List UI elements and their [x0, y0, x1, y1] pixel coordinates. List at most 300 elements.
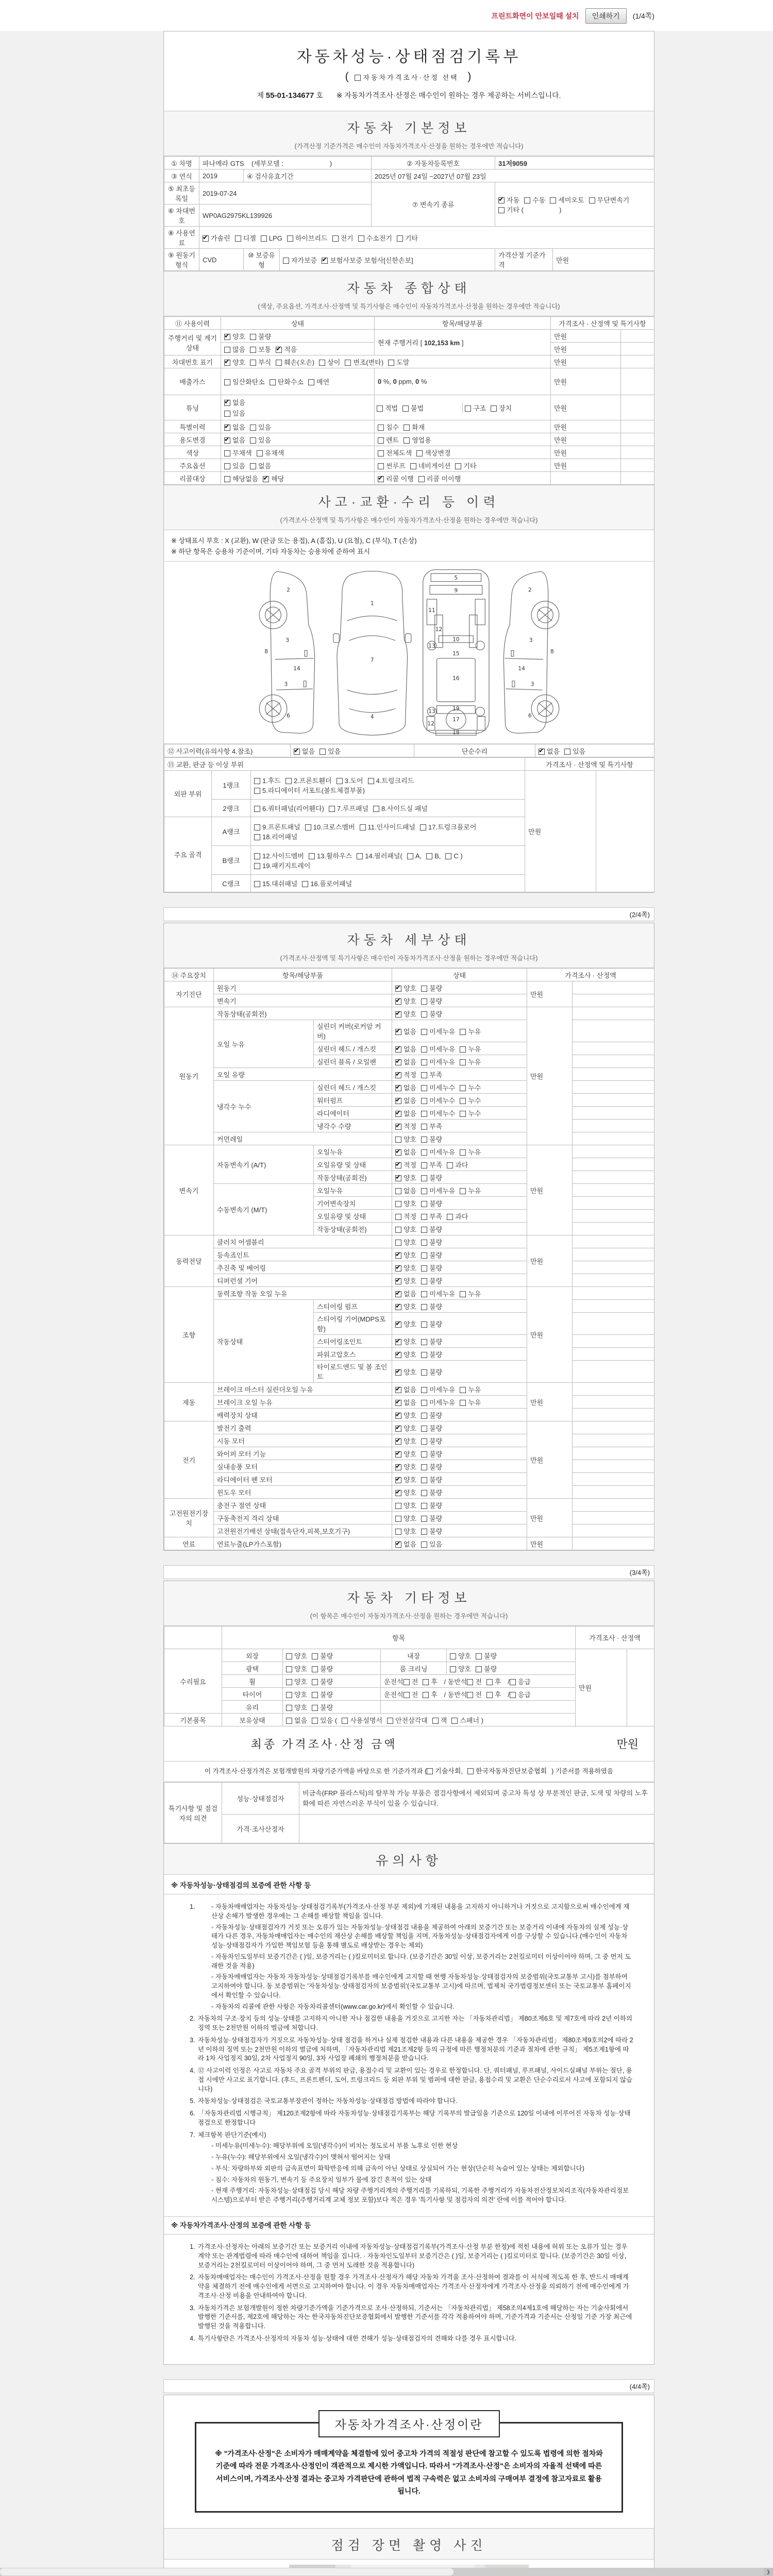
- checkbox: [510, 1679, 516, 1685]
- checkbox-label: 불법: [411, 404, 424, 412]
- checkbox-label: 불량: [320, 1703, 333, 1711]
- state-options: [392, 1042, 527, 1055]
- checkbox-label: 후: [494, 1690, 501, 1699]
- device-label: 동력전달: [164, 1235, 214, 1287]
- diagram-part-number: 4: [370, 714, 374, 720]
- note-cell: [573, 1248, 654, 1261]
- device-label: 변속기: [164, 1145, 214, 1235]
- checkbox-label: 없음: [232, 423, 246, 431]
- warranty-options: [280, 249, 495, 271]
- checkbox-option: [395, 1134, 416, 1144]
- checkbox-option: [395, 1147, 416, 1157]
- checkbox: [312, 1705, 318, 1711]
- checkbox: [254, 824, 260, 831]
- checkbox-label: 불량: [429, 1368, 443, 1376]
- checkbox-label: 양호: [404, 1424, 417, 1432]
- checkbox-option: [286, 1715, 307, 1725]
- checkbox: [387, 1718, 393, 1724]
- checkbox: [286, 1692, 292, 1698]
- checkbox-option: [465, 403, 486, 413]
- checkbox-label: 불량: [429, 1463, 443, 1471]
- note-cell: [573, 1261, 654, 1274]
- diagram-part-number: 1: [370, 600, 374, 607]
- checkbox: [357, 853, 363, 859]
- checkbox-option: [476, 1664, 497, 1673]
- valuation-box: [195, 2417, 623, 2513]
- note-item: 3. 자동차가격은 보험개발원이 정한 차량기준가액을 기준가격으로 조사·산정하되, 기준서는 「자동차관리법」 제58조의4제1호에 해당하는 자는 기술사회에서 발행한 기준서를, 제2호에 해당하는 자는 한국자동차진단보증협회에서 발행한 기준서를 각각 적용하여야 하며, 기준가격과 기준서는 산정일 기준 가장 최근에 발행된 것을 적용합니다.: [197, 2304, 633, 2331]
- tuning-type-options: [462, 402, 550, 413]
- checkbox-label: 누수: [468, 1109, 481, 1117]
- checkbox-label: 없음: [404, 1083, 417, 1092]
- checkbox-label: 양호: [294, 1665, 308, 1673]
- scroll-right-icon[interactable]: ❯: [764, 2568, 773, 2576]
- checkbox-option: [510, 1676, 531, 1686]
- use-history-header: ⑪ 사용이력: [164, 317, 221, 330]
- checkbox-label: 미세누유: [429, 1398, 456, 1406]
- checkbox-option: [421, 1423, 442, 1433]
- state-options: [392, 1473, 527, 1486]
- checkbox-label: 부족: [429, 1212, 443, 1221]
- checkbox-label: 기타: [463, 462, 477, 470]
- checkbox-option: [467, 1676, 482, 1686]
- checkbox-option: [388, 357, 409, 367]
- checkbox-label: 양호: [232, 358, 246, 366]
- checkbox-label: 있음: [258, 423, 272, 431]
- tuning-kind-cell: [375, 395, 551, 420]
- legend-line-2: ※ 하단 항목은 승용차 기준이며, 기타 자동차는 승용차에 준하여 표시: [171, 548, 371, 555]
- price-unit: 만원: [551, 459, 621, 472]
- checkbox-option: [395, 1500, 416, 1510]
- usage-kind-options: [375, 433, 551, 446]
- state-options: [392, 1107, 527, 1120]
- diagram-part-number: 13: [428, 642, 435, 649]
- checkbox-label: 불량: [429, 1199, 443, 1208]
- diagram-part-number: 5: [454, 574, 458, 581]
- checkbox-option: [395, 1436, 416, 1446]
- item-label: 오일 누유: [214, 1020, 314, 1068]
- state-options: [392, 1512, 527, 1524]
- checkbox: [460, 1111, 466, 1117]
- checkbox-label: 도말: [396, 358, 410, 366]
- note-cell: [573, 1068, 654, 1081]
- print-button[interactable]: 인쇄하기: [585, 8, 627, 24]
- tire-position-options: 운전석 전 후 / 동반석 전 후 / 응급: [381, 1688, 576, 1701]
- checkbox-option: [395, 1070, 416, 1079]
- checkbox-label: 11.인사이드패널: [367, 823, 415, 831]
- note-cell: [573, 1184, 654, 1197]
- interior-options: [447, 1649, 576, 1662]
- checkbox: [421, 1029, 427, 1035]
- device-label: 연료: [164, 1537, 214, 1550]
- rankC-options: [251, 875, 525, 892]
- checkbox-label: 전: [475, 1677, 482, 1686]
- note-cell: [621, 459, 654, 472]
- checkbox: [250, 463, 256, 469]
- checkbox-label: 미세누유: [429, 1058, 456, 1066]
- checkbox-label: 불량: [320, 1677, 333, 1686]
- base-price-unit: 만원: [553, 249, 654, 271]
- checkbox-label: 양호: [404, 1527, 417, 1535]
- checkbox-option: [332, 233, 354, 243]
- checkbox-label: 무단변속기: [597, 196, 630, 204]
- checkbox-option: [395, 1250, 416, 1260]
- checkbox-option: [312, 1651, 333, 1660]
- checkbox-option: [447, 1160, 468, 1170]
- checkbox-option: [421, 1057, 455, 1066]
- note-cell: [621, 330, 654, 343]
- checkbox: [395, 1339, 401, 1345]
- checkbox: [421, 1339, 427, 1345]
- diagram-part-number: 13: [428, 708, 435, 715]
- checkbox-label: 누수: [468, 1096, 481, 1105]
- basic-info-note: (가격산정 기준가격은 매수인이 자동차가격조사·산정을 원하는 경우에만 적습니다): [294, 143, 524, 150]
- tire-label: 타이어: [222, 1688, 283, 1701]
- diagram-part-number: 14: [293, 665, 300, 672]
- checkbox: [322, 258, 328, 264]
- checkbox: [345, 360, 351, 366]
- checkbox-label: 누유: [468, 1058, 481, 1066]
- checkbox-option: [432, 1715, 447, 1725]
- checkbox-option: [312, 1715, 337, 1725]
- note-cell: [551, 472, 621, 485]
- checkbox-option: [395, 1009, 416, 1019]
- diagram-part-number: 2: [286, 587, 290, 594]
- subitem-label: 스티어링 펌프: [314, 1300, 392, 1313]
- checkbox-label: 없음: [404, 1540, 417, 1548]
- note-cell: [573, 1383, 654, 1396]
- checkbox-label: 안전삼각대: [395, 1716, 428, 1724]
- checkbox-label: 미세누유: [429, 1385, 456, 1394]
- checkbox-option: [378, 461, 406, 470]
- note-cell: [573, 1447, 654, 1460]
- exchange-label: ⑬ 교환, 판금 등 이상 부위: [164, 758, 525, 771]
- note-item: 6. 「자동차관리법 시행규칙」 제120조제2항에 따라 자동차성능·상태점검기록부는 해당 기록부의 발급일을 기준으로 120일 이내에 이루어진 자동차 성능·상태점검으로 한정합니다: [197, 2109, 633, 2128]
- checkbox: [395, 1137, 401, 1143]
- checkbox-option: [254, 860, 310, 870]
- checkbox-option: [302, 878, 352, 888]
- checkbox-option: [395, 1289, 416, 1298]
- state-options: [392, 1171, 527, 1184]
- checkbox: [224, 450, 230, 456]
- checkbox-label: 없음: [404, 1290, 417, 1298]
- state-options: [392, 1184, 527, 1197]
- subitem-label: 오일누유: [314, 1184, 392, 1197]
- state-options: [392, 994, 527, 1007]
- checkbox-label: 세미오토: [558, 196, 584, 204]
- rank2-label: 2랭크: [212, 800, 251, 817]
- checkbox: [421, 1214, 427, 1220]
- note-cell: [621, 355, 654, 368]
- checkbox: [421, 1252, 427, 1259]
- install-hint-text[interactable]: 프린트화면이 안보일때 설치: [491, 12, 579, 20]
- final-price-unit: 만원: [616, 1738, 638, 1751]
- checkbox-label: 가솔린: [211, 234, 230, 242]
- checkbox-label: 6.쿼터패널(리어휀다): [262, 805, 324, 812]
- checkbox-option: [410, 461, 451, 470]
- note-cell: [573, 981, 654, 994]
- checkbox-option: [589, 195, 630, 205]
- state-options: [392, 1274, 527, 1287]
- state-options: [392, 1409, 527, 1421]
- state-options: [392, 1335, 527, 1348]
- checkbox-option: [498, 205, 524, 214]
- diagram-part-number: 3: [284, 681, 288, 688]
- notes-a-title: ※ 자동차성능·상태점검의 보증에 관한 사항 등: [164, 1877, 654, 1894]
- checkbox-option: [395, 1336, 416, 1346]
- checkbox-label: 미세누유: [429, 1148, 456, 1156]
- note-bullet: ◦ 자동차매매업자는 자동차 자동차성능·상태점검기록부를 매수인에게 고지할 때 현행 자동차성능·상태점검자의 보증범위(국토교통부 고시)를 첨부하여 고지하여야 합니다. 동 보증범위는 '자동차성능·상태점검자의 보증범위'(국토교통부 고시)에 따르며, 법제처 국가법령정보센터 또는 국토교통부 홈페이지에서 확인할 수 있습니다.: [211, 1973, 633, 2000]
- checkbox-label: 양호: [404, 1514, 417, 1522]
- checkbox: [402, 405, 409, 412]
- checkbox: [421, 1490, 427, 1496]
- checkbox-label: 양호: [404, 1463, 417, 1471]
- subitem-label: 파워고압호스: [314, 1348, 392, 1361]
- checkbox-label: 8.사이드실 패널: [381, 805, 428, 812]
- note-cell: [573, 1132, 654, 1145]
- checkbox: [254, 834, 260, 840]
- checkbox-label: 불량: [429, 1488, 443, 1497]
- checkbox-option: [294, 746, 315, 756]
- checkbox: [460, 1029, 466, 1035]
- checkbox-label: 있음: [232, 462, 246, 470]
- note-cell: [573, 1460, 654, 1473]
- checkbox-option: [460, 1057, 481, 1066]
- item-label: 동력조향 작동 오일 누유: [214, 1287, 392, 1300]
- checkbox-option: [395, 1367, 416, 1377]
- checkbox-label: 미세누유: [429, 1290, 456, 1298]
- checkbox: [421, 1451, 427, 1458]
- checkbox-label: 18.리어패널: [262, 833, 298, 841]
- checkbox: [421, 1011, 427, 1018]
- checkbox-option: [423, 1676, 438, 1686]
- note-cell: [573, 1348, 654, 1361]
- checkbox-label: 기술사회,: [435, 1767, 463, 1775]
- state-options: [392, 1313, 527, 1335]
- wheel-position-options: 운전석 전 후 / 동반석 전 후 / 응급: [381, 1675, 576, 1688]
- detail-note: (가격조사·산정액 및 특기사항은 매수인이 자동차가격조사·산정을 원하는 경우에만 적습니다): [280, 955, 538, 962]
- checkbox: [224, 334, 230, 340]
- accident-history-label: ⑫ 사고이력(유의사항 4.참조): [164, 744, 291, 757]
- scrollbar-thumb[interactable]: [0, 2568, 453, 2575]
- checkbox: [373, 806, 379, 812]
- exchange-note-cell: [596, 771, 654, 892]
- device-label: 제동: [164, 1383, 214, 1421]
- tuning-options: [221, 395, 375, 420]
- item-label: 커먼레일: [214, 1132, 392, 1145]
- checkbox-option: [421, 1319, 442, 1329]
- checkbox-option: [421, 1026, 455, 1036]
- checkbox-option: [460, 1095, 481, 1105]
- checkbox-label: 불량: [429, 1302, 443, 1311]
- accident-header: [164, 485, 654, 530]
- reg-no-value: 31저9059: [495, 157, 654, 170]
- checkbox: [450, 1666, 456, 1672]
- checkbox: [421, 1516, 427, 1522]
- etc-corner-cell: [164, 1626, 222, 1649]
- checkbox: [250, 334, 256, 340]
- car-name-label: ① 차명: [164, 157, 199, 170]
- device-header: ⑭ 주요장치: [164, 969, 214, 981]
- checkbox-label: 있음: [328, 747, 341, 755]
- checkbox: [378, 450, 384, 456]
- final-price-row: [164, 1726, 654, 1761]
- checkbox-label: 양호: [404, 1199, 417, 1208]
- note-item: 7. 체크항목 판단기준(예시) ◦ 미세누유(미세누수): 해당부위에 오일(냉각수)이 비치는 정도로서 부품 노후로 인한 현상 ◦ 누유(누수): 해당부위에서 오일(냉각수)이 맺혀서 떨어지는 상태 ◦ 부식: 차량하부와 외판의 금속표면이 화학반응에 의해 금속이 아닌 상태로 상실되어 가는 현상(단순히 녹슬어 있는 상태는 제외합니다) ◦ 침수: 자동차의 원동기, 변속기 등 주요장치 일부가 물에 잠긴 흔적이 있는 상태 ◦ 현재 주행거리: 자동차성능·상태점검 당시 해당 차량 주행거리계의 주행거리를 기록하되, 기록한 주행거리가 자동차전산정보처리조직(자동차관리정보시스템)으로부터 받은 주행거리(주행거리계 교체 정보 포함)보다 적은 경우 '특기사항 및 점검자의 의견' 란에 이를 적어야 합니다.: [197, 2131, 633, 2205]
- checkbox-label: 전: [411, 1690, 418, 1699]
- diagram-part-number: 6: [286, 713, 290, 719]
- checkbox: [460, 1188, 466, 1194]
- checkbox-label: 무채색: [232, 449, 252, 457]
- checkbox-label: 영업용: [412, 436, 431, 444]
- checkbox-label: 누유: [468, 1385, 481, 1394]
- rank1-label: 1랭크: [212, 771, 251, 800]
- checkbox-label: 없음: [404, 1398, 417, 1406]
- checkbox: [355, 75, 361, 81]
- checkbox: [421, 1352, 427, 1358]
- checkbox: [395, 986, 401, 992]
- checkbox-option: [395, 1397, 416, 1407]
- checkbox: [395, 1438, 401, 1445]
- checkbox-label: 후: [494, 1677, 501, 1686]
- subitem-label: 실린더 헤드 / 개스킷: [314, 1042, 392, 1055]
- checkbox-label: 없음: [232, 436, 246, 444]
- hold-state-options: [283, 1714, 576, 1726]
- checkbox: [305, 824, 311, 831]
- checkbox-label: 불량: [429, 997, 443, 1005]
- checkbox-label: 양호: [404, 1135, 417, 1143]
- checkbox-option: [404, 422, 425, 432]
- checkbox-option: [404, 435, 431, 445]
- item-label: 실내송풍 모터: [214, 1460, 392, 1473]
- note-cell: [573, 1158, 654, 1171]
- checkbox-label: 없음: [404, 1096, 417, 1105]
- checkbox-option: [250, 435, 271, 445]
- checkbox: [447, 1214, 453, 1220]
- checkbox-option: [421, 1276, 442, 1285]
- item-label: 등속죠인트: [214, 1248, 392, 1261]
- checkbox: [395, 1188, 401, 1194]
- etc-note-cell: [627, 1649, 654, 1726]
- item-label: 원동기: [214, 981, 392, 994]
- checkbox-label: 응급: [517, 1677, 531, 1686]
- diagram-part-number: 16: [452, 675, 460, 682]
- checkbox: [329, 806, 335, 812]
- checkbox-option: [421, 983, 442, 993]
- checkbox-option: [402, 403, 424, 413]
- checkbox-option: [250, 461, 271, 470]
- checkbox-option: [270, 377, 304, 386]
- checkbox-label: 불량: [429, 1450, 443, 1458]
- price-unit: 만원: [551, 368, 621, 395]
- checkbox: [421, 1072, 427, 1078]
- checkbox: [524, 197, 530, 204]
- checkbox-option: [395, 1160, 416, 1170]
- detail-title: 자동차 세부상태: [347, 933, 471, 947]
- checkbox-option: [450, 1651, 471, 1660]
- checkbox-option: [421, 1095, 455, 1105]
- checkbox-option: [395, 1539, 416, 1549]
- diagram-part-number: 9: [454, 587, 458, 594]
- page-3-bar: [163, 1565, 654, 1579]
- checkbox: [308, 379, 314, 385]
- car-diagram-svg: [244, 566, 574, 736]
- note-cell: [621, 420, 654, 433]
- checkbox: [421, 1400, 427, 1406]
- checkbox-option: [276, 344, 297, 354]
- page-2-indicator: (2/4쪽): [629, 911, 650, 919]
- mileage-amount-options: [221, 343, 375, 355]
- checkbox-label: 양호: [404, 1010, 417, 1018]
- detail-state-header: 상태: [392, 969, 527, 981]
- checkbox-label: 양호: [404, 1350, 417, 1359]
- checkbox-label: 미세누수: [429, 1083, 456, 1092]
- checkbox-label: A,: [415, 852, 422, 860]
- page-3-sheet: [163, 1581, 654, 2365]
- checkbox: [450, 1653, 456, 1659]
- checkbox-option: [224, 397, 371, 407]
- checkbox-label: 자동: [507, 196, 520, 204]
- note-cell: [573, 1335, 654, 1348]
- checkbox-option: [460, 1147, 481, 1157]
- remarks-label: 특기사항 및 점검자의 의견: [164, 1783, 222, 1843]
- checkbox-option: [257, 448, 284, 457]
- checkbox: [460, 1085, 466, 1091]
- note-cell: [573, 1120, 654, 1132]
- hold-state-label: 보유상태: [222, 1714, 283, 1726]
- detail-header: [164, 923, 654, 968]
- state-options: [392, 1421, 527, 1434]
- checkbox-option: [254, 785, 365, 795]
- checkbox: [395, 1413, 401, 1419]
- checkbox-label: 양호: [404, 1302, 417, 1311]
- checkbox-label: 과다: [455, 1212, 468, 1221]
- checkbox-label: 미세누유: [429, 1187, 456, 1195]
- checkbox: [539, 749, 545, 755]
- note-bullet: ◦ 미세누유(미세누수): 해당부위에 오일(냉각수)이 비치는 정도로서 부품 노후로 인한 현상: [211, 2142, 633, 2151]
- usage-change-options: [221, 433, 375, 446]
- notes-section: [164, 1875, 654, 2364]
- checkbox-option: [395, 1513, 416, 1523]
- checkbox: [332, 235, 339, 242]
- checkbox: [404, 1692, 410, 1698]
- checkbox-label: 누수: [468, 1083, 481, 1092]
- checkbox-label: 해당: [271, 474, 284, 483]
- checkbox-label: 없음: [258, 462, 272, 470]
- checkbox-option: [395, 1410, 416, 1420]
- checkbox-option: [416, 448, 450, 457]
- checkbox-label: 양호: [458, 1652, 472, 1660]
- note-bullet: ◦ 부식: 차량하부와 외판의 금속표면이 화학반응에 의해 금속이 아닌 상태로 상실되어 가는 현상(단순히 녹슬어 있는 상태는 제외합니다): [211, 2164, 633, 2174]
- note-cell: [573, 1274, 654, 1287]
- checkbox-label: 화재: [412, 423, 425, 431]
- checkbox: [465, 405, 471, 412]
- color-kind-options: [375, 446, 551, 459]
- checkbox-option: [450, 1664, 471, 1673]
- checkbox-option: [395, 1026, 416, 1036]
- checkbox-label: 불량: [429, 1225, 443, 1233]
- diagram-part-number: 8: [550, 649, 554, 655]
- horizontal-scrollbar[interactable]: [0, 2568, 773, 2576]
- service-note: ※ 자동차가격조사·산정은 매수인이 원하는 경우 제공하는 서비스입니다.: [336, 91, 561, 99]
- state-options: [392, 1434, 527, 1447]
- detail-table: [164, 968, 654, 1550]
- checkbox-label: 양호: [404, 1174, 417, 1182]
- checkbox-option: [387, 1715, 428, 1725]
- special-history-options: [221, 420, 375, 433]
- checkbox: [467, 1768, 474, 1774]
- checkbox-label: 불량: [429, 984, 443, 992]
- checkbox: [421, 1240, 427, 1246]
